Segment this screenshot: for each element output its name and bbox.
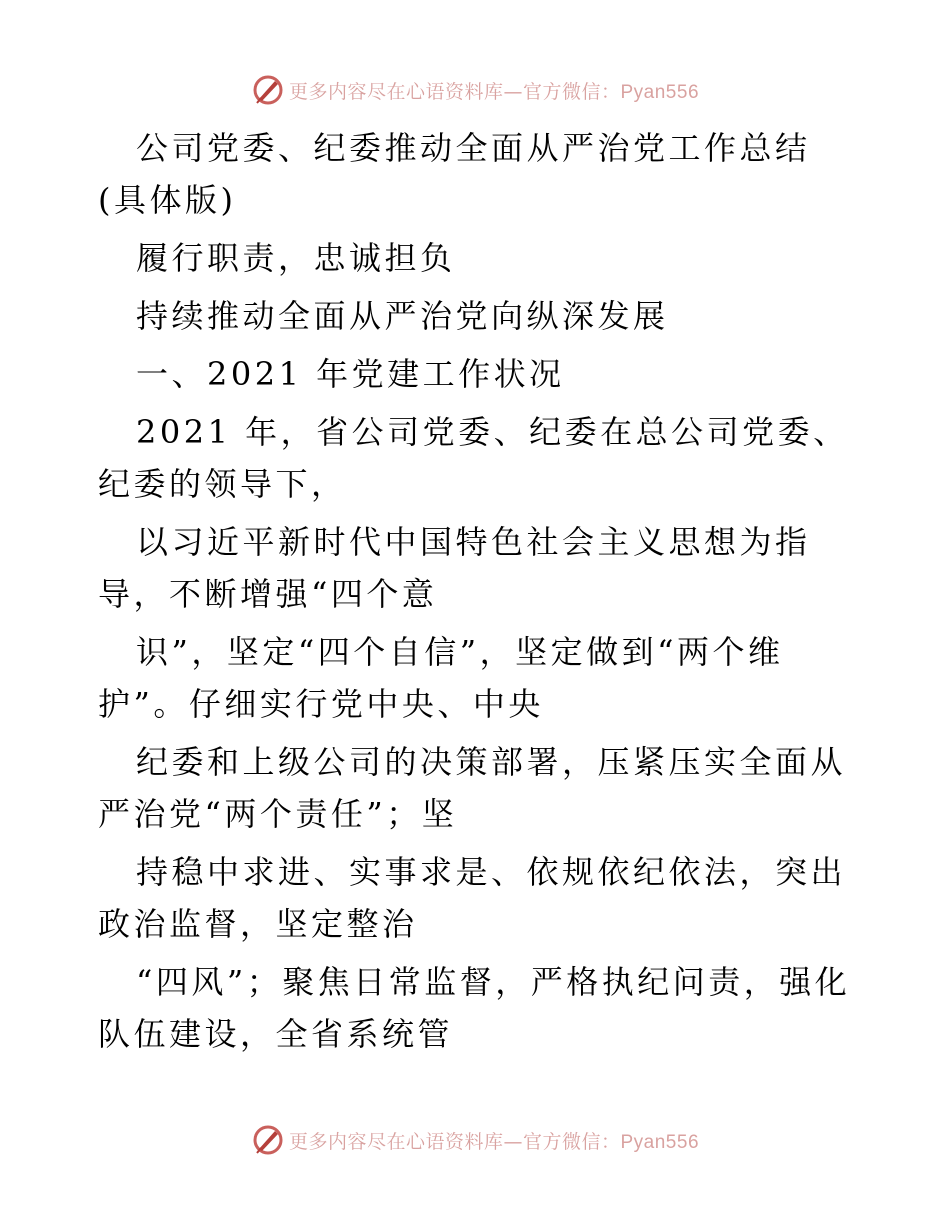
paragraph: 2021 年，省公司党委、纪委在总公司党委、纪委的领导下，	[98, 413, 849, 503]
watermark-text: 更多内容尽在心语资料库—官方微信：Pyan556	[288, 1130, 700, 1153]
paragraph: 持稳中求进、实事求是、依规依纪依法，突出政治监督，坚定整治	[98, 853, 847, 943]
paragraph: “四风”；聚焦日常监督，严格执纪问责，强化队伍建设，全省系统管	[98, 963, 851, 1053]
quill-logo-icon	[251, 73, 285, 107]
watermark-text: 更多内容尽在心语资料库—官方微信：Pyan556	[288, 80, 700, 103]
paragraph: 履行职责，忠诚担负	[136, 239, 456, 277]
paragraph: 纪委和上级公司的决策部署，压紧压实全面从严治党“两个责任”；坚	[98, 743, 847, 833]
paragraph: 持续推动全面从严治党向纵深发展	[136, 297, 669, 335]
document-body	[98, 122, 858, 1066]
paragraph: 以习近平新时代中国特色社会主义思想为指导，不断增强“四个意	[98, 523, 811, 613]
paragraph: 识”，坚定“四个自信”，坚定做到“两个维护”。仔细实行党中央、中央	[98, 633, 784, 723]
quill-logo-icon	[251, 1123, 285, 1157]
document-title: 公司党委、纪委推动全面从严治党工作总结(具体版)	[98, 129, 811, 219]
header-watermark	[0, 70, 950, 110]
section-heading: 一、2021 年党建工作状况	[136, 355, 565, 393]
footer-watermark	[0, 1120, 950, 1160]
